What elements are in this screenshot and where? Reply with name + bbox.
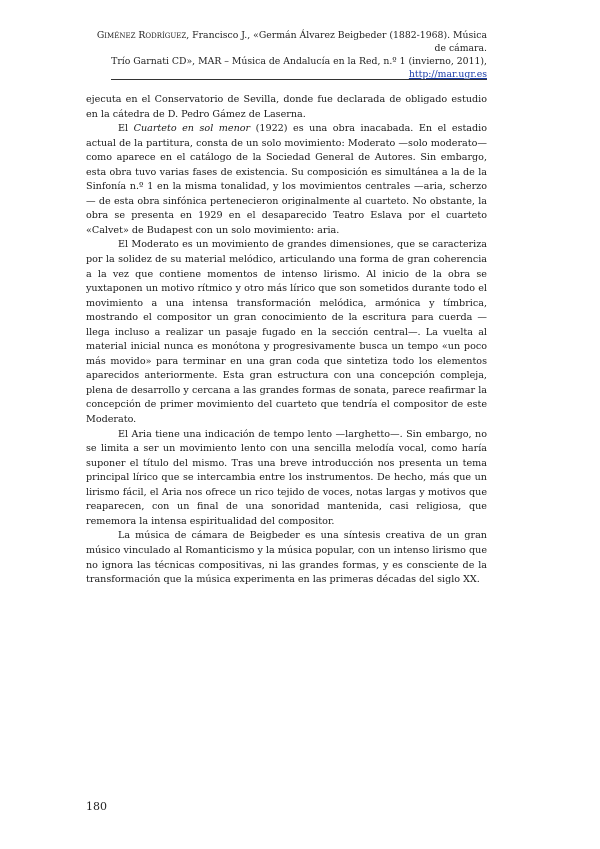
paragraph-2 <box>86 122 487 238</box>
header-citation-rest: , Francisco J., «Germán Álvarez Beigbeder (1882-1968). Música de cámara. <box>186 30 487 54</box>
header-citation-line-1 <box>86 29 487 55</box>
paragraph-3: El Moderato es un movimiento de grandes dimensiones, que se caracteriza por la solidez de su material melódico, articulando una forma de gran coherencia a la vez que contiene momentos de intenso lirismo. Al inicio de la obra se yuxtaponen un motivo rítmico y otro más lírico que son sometidos durante todo el movimiento a una intensa transformación melódica, armónica y tímbrica, mostrando el compositor un gran conocimiento de la escritura para cuerda —llega incluso a realizar un pasaje fugado en la sección central—. La vuelta al material inicial nunca es monótona y progresivamente busca un tempo «un poco más movido» para terminar en una gran coda que sintetiza todo los elementos aparecidos anteriormente. Esta gran estructura con una concepción compleja, plena de desarrollo y cercana a las grandes formas de sonata, parece reafirmar la concepción de primer movimiento del cuarteto que tendría el compositor de este Moderato. <box>86 239 487 426</box>
work-title: Cuarteto en sol menor <box>133 123 251 135</box>
body-text <box>86 93 487 588</box>
paragraph-1: ejecuta en el Conservatorio de Sevilla, donde fue declarada de obligado estudio en la cátedra de D. Pedro Gámez de Laserna. <box>86 94 487 120</box>
paragraph-2-text: (1922) es una obra inacabada. En el estadio actual de la partitura, consta de un solo movimiento: Moderato —solo moderato— como aparece en el catálogo de la Sociedad General de Autores. Sin embargo, esta obra tuvo varias fases de existencia. Su composición es simultánea a la de la Sinfonía n.º 1 en la misma tonalidad, y los movimientos centrales —aria, scherzo— de esta obra sinfónica pertenecieron originalmente al cuarteto. No obstante, la obra se presenta en 1929 en el desaparecido Teatro Eslava por el cuarteto «Calvet» de Budapest con un solo movimiento: aria. <box>86 123 488 236</box>
header-author: Giménez Rodríguez <box>96 30 187 41</box>
page-number: 180 <box>86 800 107 813</box>
header-citation-line-2: Trío Garnati CD», MAR – Música de Andalucía en la Red, n.º 1 (invierno, 2011), <box>111 56 487 67</box>
header-link[interactable]: http://mar.ugr.es <box>408 69 487 80</box>
paragraph-5: La música de cámara de Beigbeder es una síntesis creativa de un gran músico vinculado al Romanticismo y la música popular, con un intenso lirismo que no ignora las técnicas compositivas, ni las grandes formas, y es consciente de la transformación que la música experimenta en las primeras décadas del siglo XX. <box>86 530 487 586</box>
paragraph-4: El Aria tiene una indicación de tempo lento —larghetto—. Sin embargo, no se limita a ser un movimiento lento con una sencilla melodía vocal, como haría suponer el título del mismo. Tras una breve introducción nos presenta un tema principal lírico que se intercambia entre los instrumentos. De hecho, más que un lirismo fácil, el Aria nos ofrece un rico tejido de voces, notas largas y motivos que reaparecen, con un final de una sonoridad mantenida, casi religiosa, que rememora la intensa espiritualidad del compositor. <box>86 428 487 527</box>
header-rule <box>111 79 487 80</box>
running-header <box>86 29 487 81</box>
paragraph-2-lead: El <box>118 123 134 135</box>
